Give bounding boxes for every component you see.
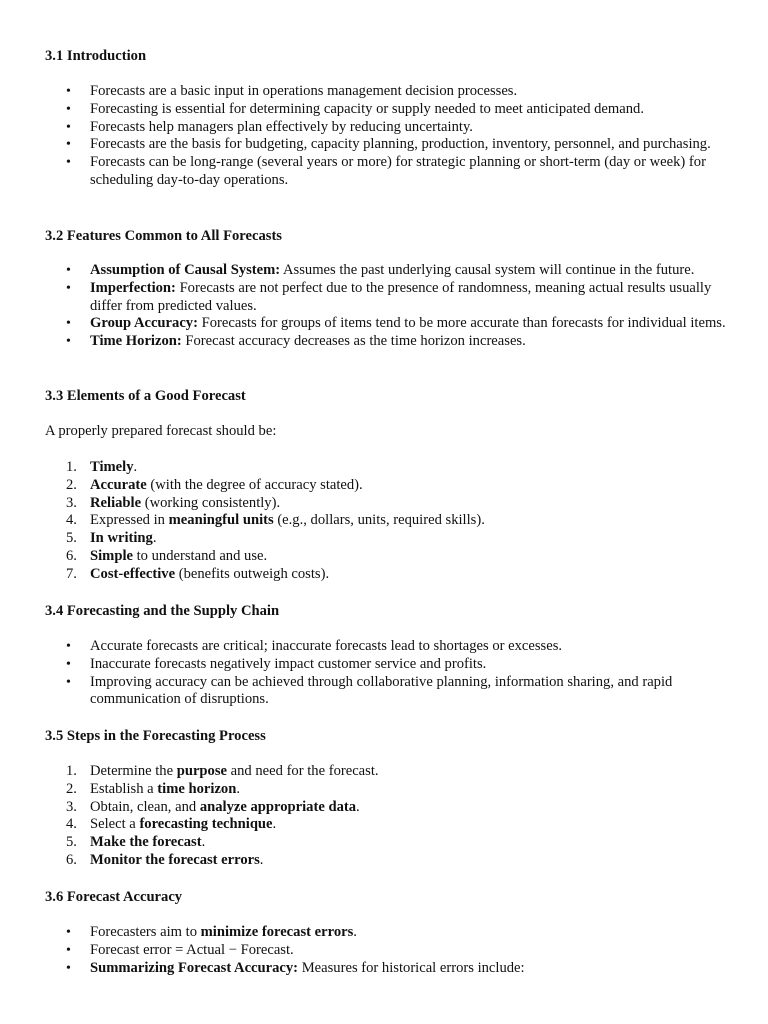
list-item: • Forecasters aim to minimize forecast errors.: [0, 924, 768, 942]
list-3-5: [0, 763, 768, 870]
section-heading-3-2: 3.2 Features Common to All Forecasts: [45, 228, 282, 244]
list-item: • Time Horizon: Forecast accuracy decreases as the time horizon increases.: [0, 333, 768, 351]
list-item: • Forecasts are a basic input in operations management decision processes.: [0, 83, 768, 101]
list-item: 3. Reliable (working consistently).: [66, 494, 281, 511]
list-item: 1. Timely.: [66, 459, 138, 475]
list-3-4: [0, 638, 768, 709]
list-item: • Assumption of Causal System: Assumes the past underlying causal system will continue in the future.: [0, 262, 768, 280]
list-item: • Group Accuracy: Forecasts for groups of items tend to be more accurate than forecasts for individual items.: [0, 315, 768, 333]
list-3-6: [0, 924, 768, 977]
section-heading-3-3: 3.3 Elements of a Good Forecast: [45, 388, 246, 404]
list-item: • Improving accuracy can be achieved through collaborative planning, information sharing, and rapid communication of disruptions.: [0, 674, 768, 710]
list-item: 7. Cost-effective (benefits outweigh costs).: [66, 565, 330, 582]
section-heading-3-4: 3.4 Forecasting and the Supply Chain: [45, 603, 280, 619]
list-item: 6. Simple to understand and use.: [66, 547, 268, 564]
list-item: 4. Select a forecasting technique.: [66, 816, 277, 833]
section-heading-3-6: 3.6 Forecast Accuracy: [45, 889, 183, 905]
list-item: 5. Make the forecast.: [66, 834, 206, 851]
section-heading-3-5: 3.5 Steps in the Forecasting Process: [45, 728, 266, 744]
list-item: • Imperfection: Forecasts are not perfect due to the presence of randomness, meaning actual results usually differ from predicted values.: [0, 280, 768, 316]
list-3-1: [0, 83, 768, 190]
list-item: • Accurate forecasts are critical; inaccurate forecasts lead to shortages or excesses.: [0, 638, 768, 656]
list-item: 4. Expressed in meaningful units (e.g., dollars, units, required skills).: [66, 512, 485, 529]
list-item: • Inaccurate forecasts negatively impact customer service and profits.: [0, 656, 768, 674]
list-item: 6. Monitor the forecast errors.: [66, 851, 264, 868]
list-item: • Forecasts help managers plan effectively by reducing uncertainty.: [0, 119, 768, 137]
list-3-3: [0, 459, 768, 584]
list-item: • Forecasts can be long-range (several years or more) for strategic planning or short-term (day or week) for scheduling day-to-day operations.: [0, 154, 768, 190]
list-item: • Forecasts are the basis for budgeting, capacity planning, production, inventory, personnel, and purchasing.: [0, 136, 768, 154]
list-item: 2. Establish a time horizon.: [66, 780, 240, 797]
intro-text: A properly prepared forecast should be:: [45, 423, 277, 439]
list-item: 3. Obtain, clean, and analyze appropriate data.: [66, 798, 360, 815]
list-item: • Summarizing Forecast Accuracy: Measures for historical errors include:: [0, 960, 768, 978]
list-item: • Forecast error = Actual − Forecast.: [0, 942, 768, 960]
list-item: 2. Accurate (with the degree of accuracy stated).: [66, 476, 363, 493]
list-item: 5. In writing.: [66, 530, 157, 547]
list-3-2: [0, 262, 768, 351]
list-item: • Forecasting is essential for determining capacity or supply needed to meet anticipated demand.: [0, 101, 768, 119]
section-heading-3-1: 3.1 Introduction: [45, 48, 147, 64]
list-item: 1. Determine the purpose and need for the forecast.: [66, 763, 379, 779]
